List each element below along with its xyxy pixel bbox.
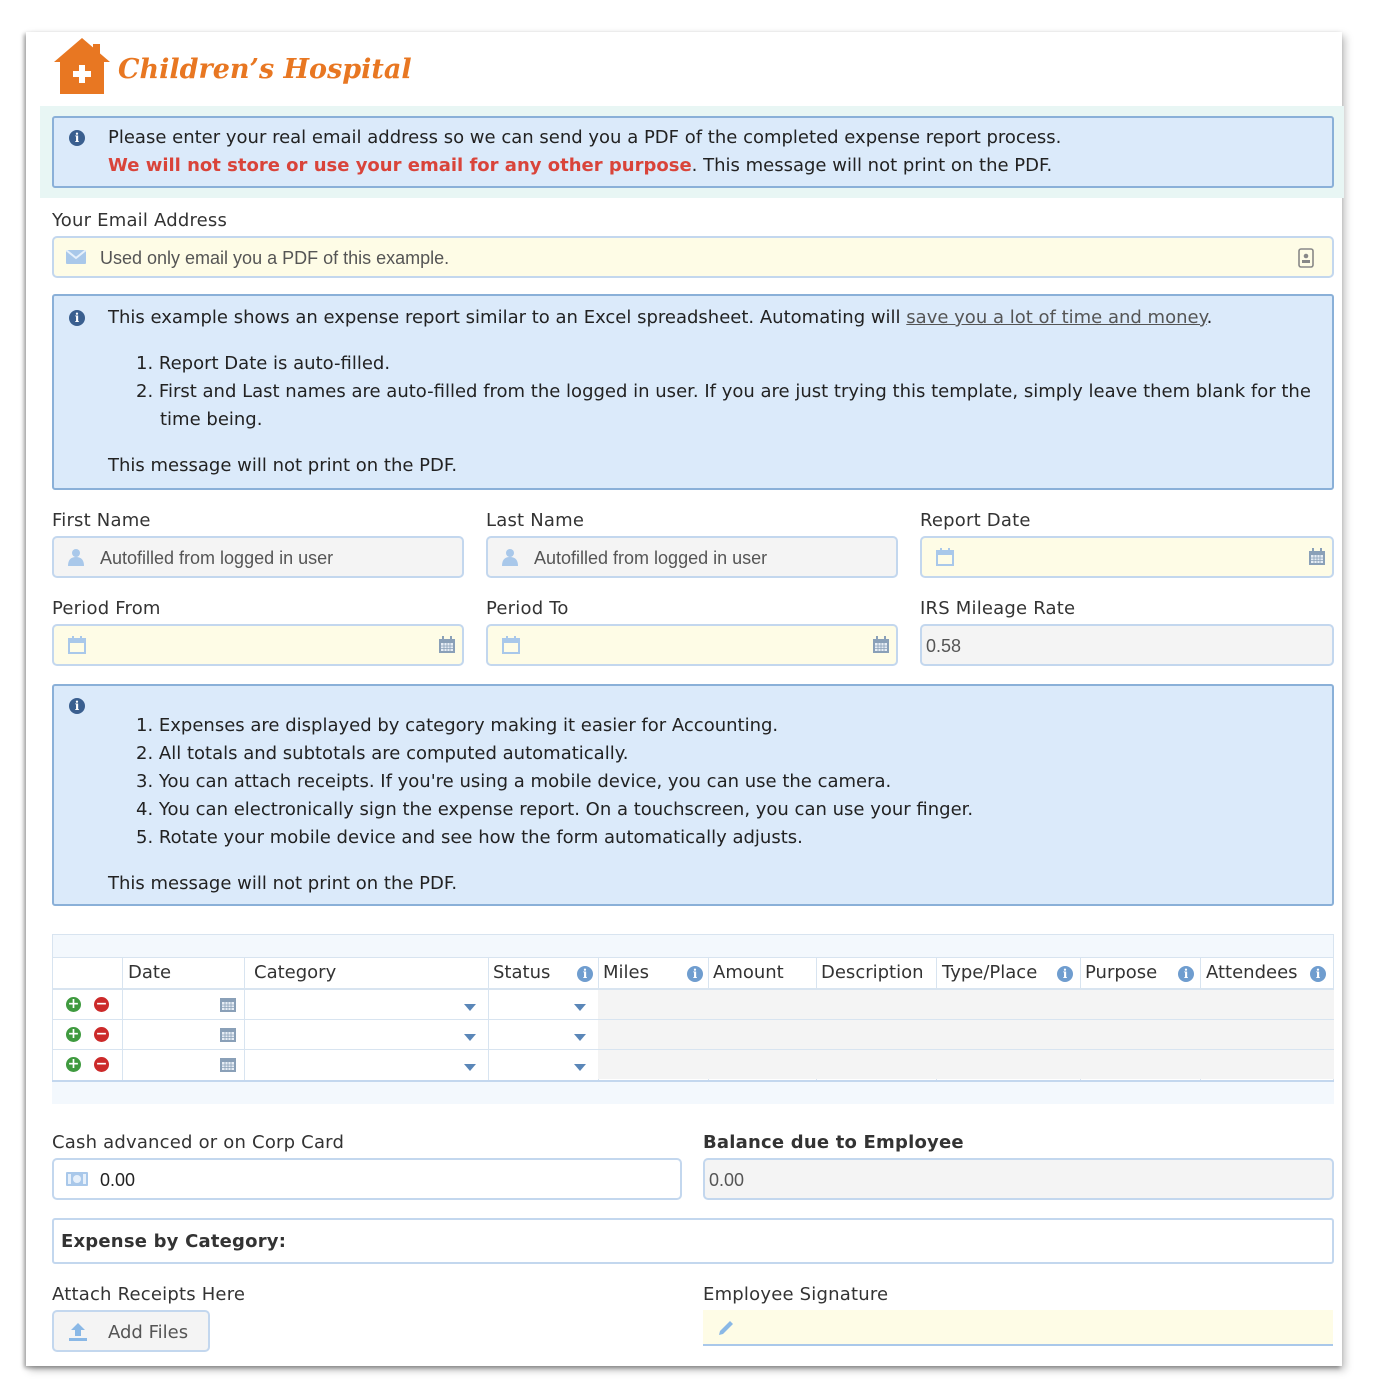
intro-text: This example shows an expense report similar to an Excel spreadsheet. Automating will (108, 307, 907, 328)
purpose-info-icon[interactable]: i (1178, 966, 1194, 982)
email-field[interactable] (52, 236, 1334, 278)
user-icon (502, 548, 518, 566)
type-place-info-icon[interactable]: i (1057, 966, 1073, 982)
features-item-5: 5. Rotate your mobile device and see how the form automatically adjusts. (136, 827, 803, 848)
grid-toolbar (52, 934, 1334, 958)
calendar-picker-icon[interactable] (1308, 548, 1326, 566)
remove-row-icon[interactable]: − (95, 996, 108, 1012)
hospital-logo (52, 36, 472, 100)
savings-link[interactable]: save you a lot of time and money (906, 307, 1207, 328)
miles-info-icon[interactable]: i (687, 966, 703, 982)
info-icon: i (69, 310, 85, 326)
table-row (52, 990, 1334, 1020)
cash-advanced-field[interactable] (52, 1158, 682, 1200)
attach-receipts-label: Attach Receipts Here (52, 1284, 246, 1305)
category-dropdown-icon[interactable] (464, 1004, 476, 1011)
col-status[interactable]: Status (493, 962, 551, 983)
email-label: Your Email Address (52, 210, 228, 231)
irs-rate-value: 0.58 (926, 636, 962, 656)
money-icon (66, 1172, 88, 1186)
col-date[interactable]: Date (128, 962, 172, 983)
calendar-picker-icon[interactable] (219, 1055, 237, 1073)
balance-due-label: Balance due to Employee (703, 1132, 964, 1153)
brand-name: Children’s Hospital (118, 54, 412, 85)
last-name-label: Last Name (486, 510, 585, 531)
envelope-icon (66, 250, 86, 264)
signature-pad[interactable] (703, 1310, 1333, 1346)
expense-by-category-box (52, 1218, 1334, 1264)
irs-rate-label: IRS Mileage Rate (920, 598, 1076, 619)
category-dropdown-icon[interactable] (464, 1064, 476, 1071)
features-item-2: 2. All totals and subtotals are computed automatically. (136, 743, 629, 764)
col-purpose[interactable]: Purpose (1085, 962, 1158, 983)
col-attendees[interactable]: Attendees (1206, 962, 1298, 983)
user-icon (68, 548, 84, 566)
features-footer: This message will not print on the PDF. (108, 873, 458, 894)
form-page (26, 32, 1342, 1366)
grid-footer (52, 1080, 1334, 1104)
cash-advanced-value: 0.00 (100, 1170, 136, 1190)
signature-label: Employee Signature (703, 1284, 889, 1305)
cash-advanced-label: Cash advanced or on Corp Card (52, 1132, 345, 1153)
calendar-picker-icon[interactable] (438, 636, 456, 654)
status-dropdown-icon[interactable] (574, 1064, 586, 1071)
status-dropdown-icon[interactable] (574, 1004, 586, 1011)
features-item-1: 1. Expenses are displayed by category making it easier for Accounting. (136, 715, 779, 736)
upload-icon (68, 1323, 88, 1341)
add-files-button[interactable] (52, 1310, 210, 1352)
attendees-info-icon[interactable]: i (1310, 966, 1326, 982)
status-dropdown-icon[interactable] (574, 1034, 586, 1041)
calendar-picker-icon[interactable] (219, 1025, 237, 1043)
status-info-icon[interactable]: i (577, 966, 593, 982)
calendar-picker-icon[interactable] (219, 995, 237, 1013)
intro-footer: This message will not print on the PDF. (108, 455, 458, 476)
expense-grid (52, 934, 1334, 1102)
calendar-outline-icon (68, 636, 86, 654)
intro-notice (52, 294, 1334, 490)
info-icon: i (69, 698, 85, 714)
period-to-label: Period To (486, 598, 569, 619)
period-to-field[interactable] (486, 624, 898, 666)
period-from-label: Period From (52, 598, 161, 619)
add-row-icon[interactable]: + (67, 996, 80, 1012)
expense-by-category-label: Expense by Category: (61, 1231, 287, 1252)
first-name-label: First Name (52, 510, 151, 531)
report-date-field[interactable] (920, 536, 1334, 578)
intro-item-1: 1. Report Date is auto-filled. (136, 353, 391, 374)
remove-row-icon[interactable]: − (95, 1026, 108, 1042)
intro-item-2: 2. First and Last names are auto-filled from the logged in user. If you are just trying this template, simply leave them blank for the time being. (136, 381, 1311, 430)
calendar-outline-icon (502, 636, 520, 654)
info-icon: i (69, 130, 85, 146)
email-notice-line1: Please enter your real email address so we can send you a PDF of the completed expense report process. (108, 127, 1062, 148)
calendar-picker-icon[interactable] (872, 636, 890, 654)
add-row-icon[interactable]: + (67, 1026, 80, 1042)
report-date-label: Report Date (920, 510, 1031, 531)
category-dropdown-icon[interactable] (464, 1034, 476, 1041)
balance-due-field (703, 1158, 1334, 1200)
email-notice-warning: We will not store or use your email for any other purpose (108, 155, 692, 176)
last-name-placeholder: Autofilled from logged in user (534, 548, 768, 568)
features-notice (52, 684, 1334, 906)
remove-row-icon[interactable]: − (95, 1056, 108, 1072)
col-category[interactable]: Category (254, 962, 337, 983)
col-description[interactable]: Description (821, 962, 924, 983)
intro-text-end: . (1206, 307, 1213, 328)
col-amount[interactable]: Amount (713, 962, 784, 983)
features-item-4: 4. You can electronically sign the expense report. On a touchscreen, you can use your finger. (136, 799, 974, 820)
balance-due-value: 0.00 (709, 1170, 745, 1190)
email-notice-rest: . This message will not print on the PDF. (691, 155, 1053, 176)
table-row (52, 1050, 1334, 1080)
period-from-field[interactable] (52, 624, 464, 666)
last-name-field[interactable] (486, 536, 898, 578)
email-notice (52, 116, 1334, 188)
col-type-place[interactable]: Type/Place (942, 962, 1038, 983)
features-item-3: 3. You can attach receipts. If you're using a mobile device, you can use the camera. (136, 771, 892, 792)
calendar-outline-icon (936, 548, 954, 566)
first-name-placeholder: Autofilled from logged in user (100, 548, 334, 568)
col-miles[interactable]: Miles (603, 962, 649, 983)
email-placeholder: Used only email you a PDF of this example. (100, 248, 450, 268)
pencil-icon (717, 1319, 735, 1337)
contact-card-icon (1298, 248, 1314, 268)
add-row-icon[interactable]: + (67, 1056, 80, 1072)
irs-rate-field (920, 624, 1334, 666)
add-files-label: Add Files (108, 1322, 189, 1343)
table-row (52, 1020, 1334, 1050)
first-name-field[interactable] (52, 536, 464, 578)
hospital-house-icon (52, 36, 112, 98)
